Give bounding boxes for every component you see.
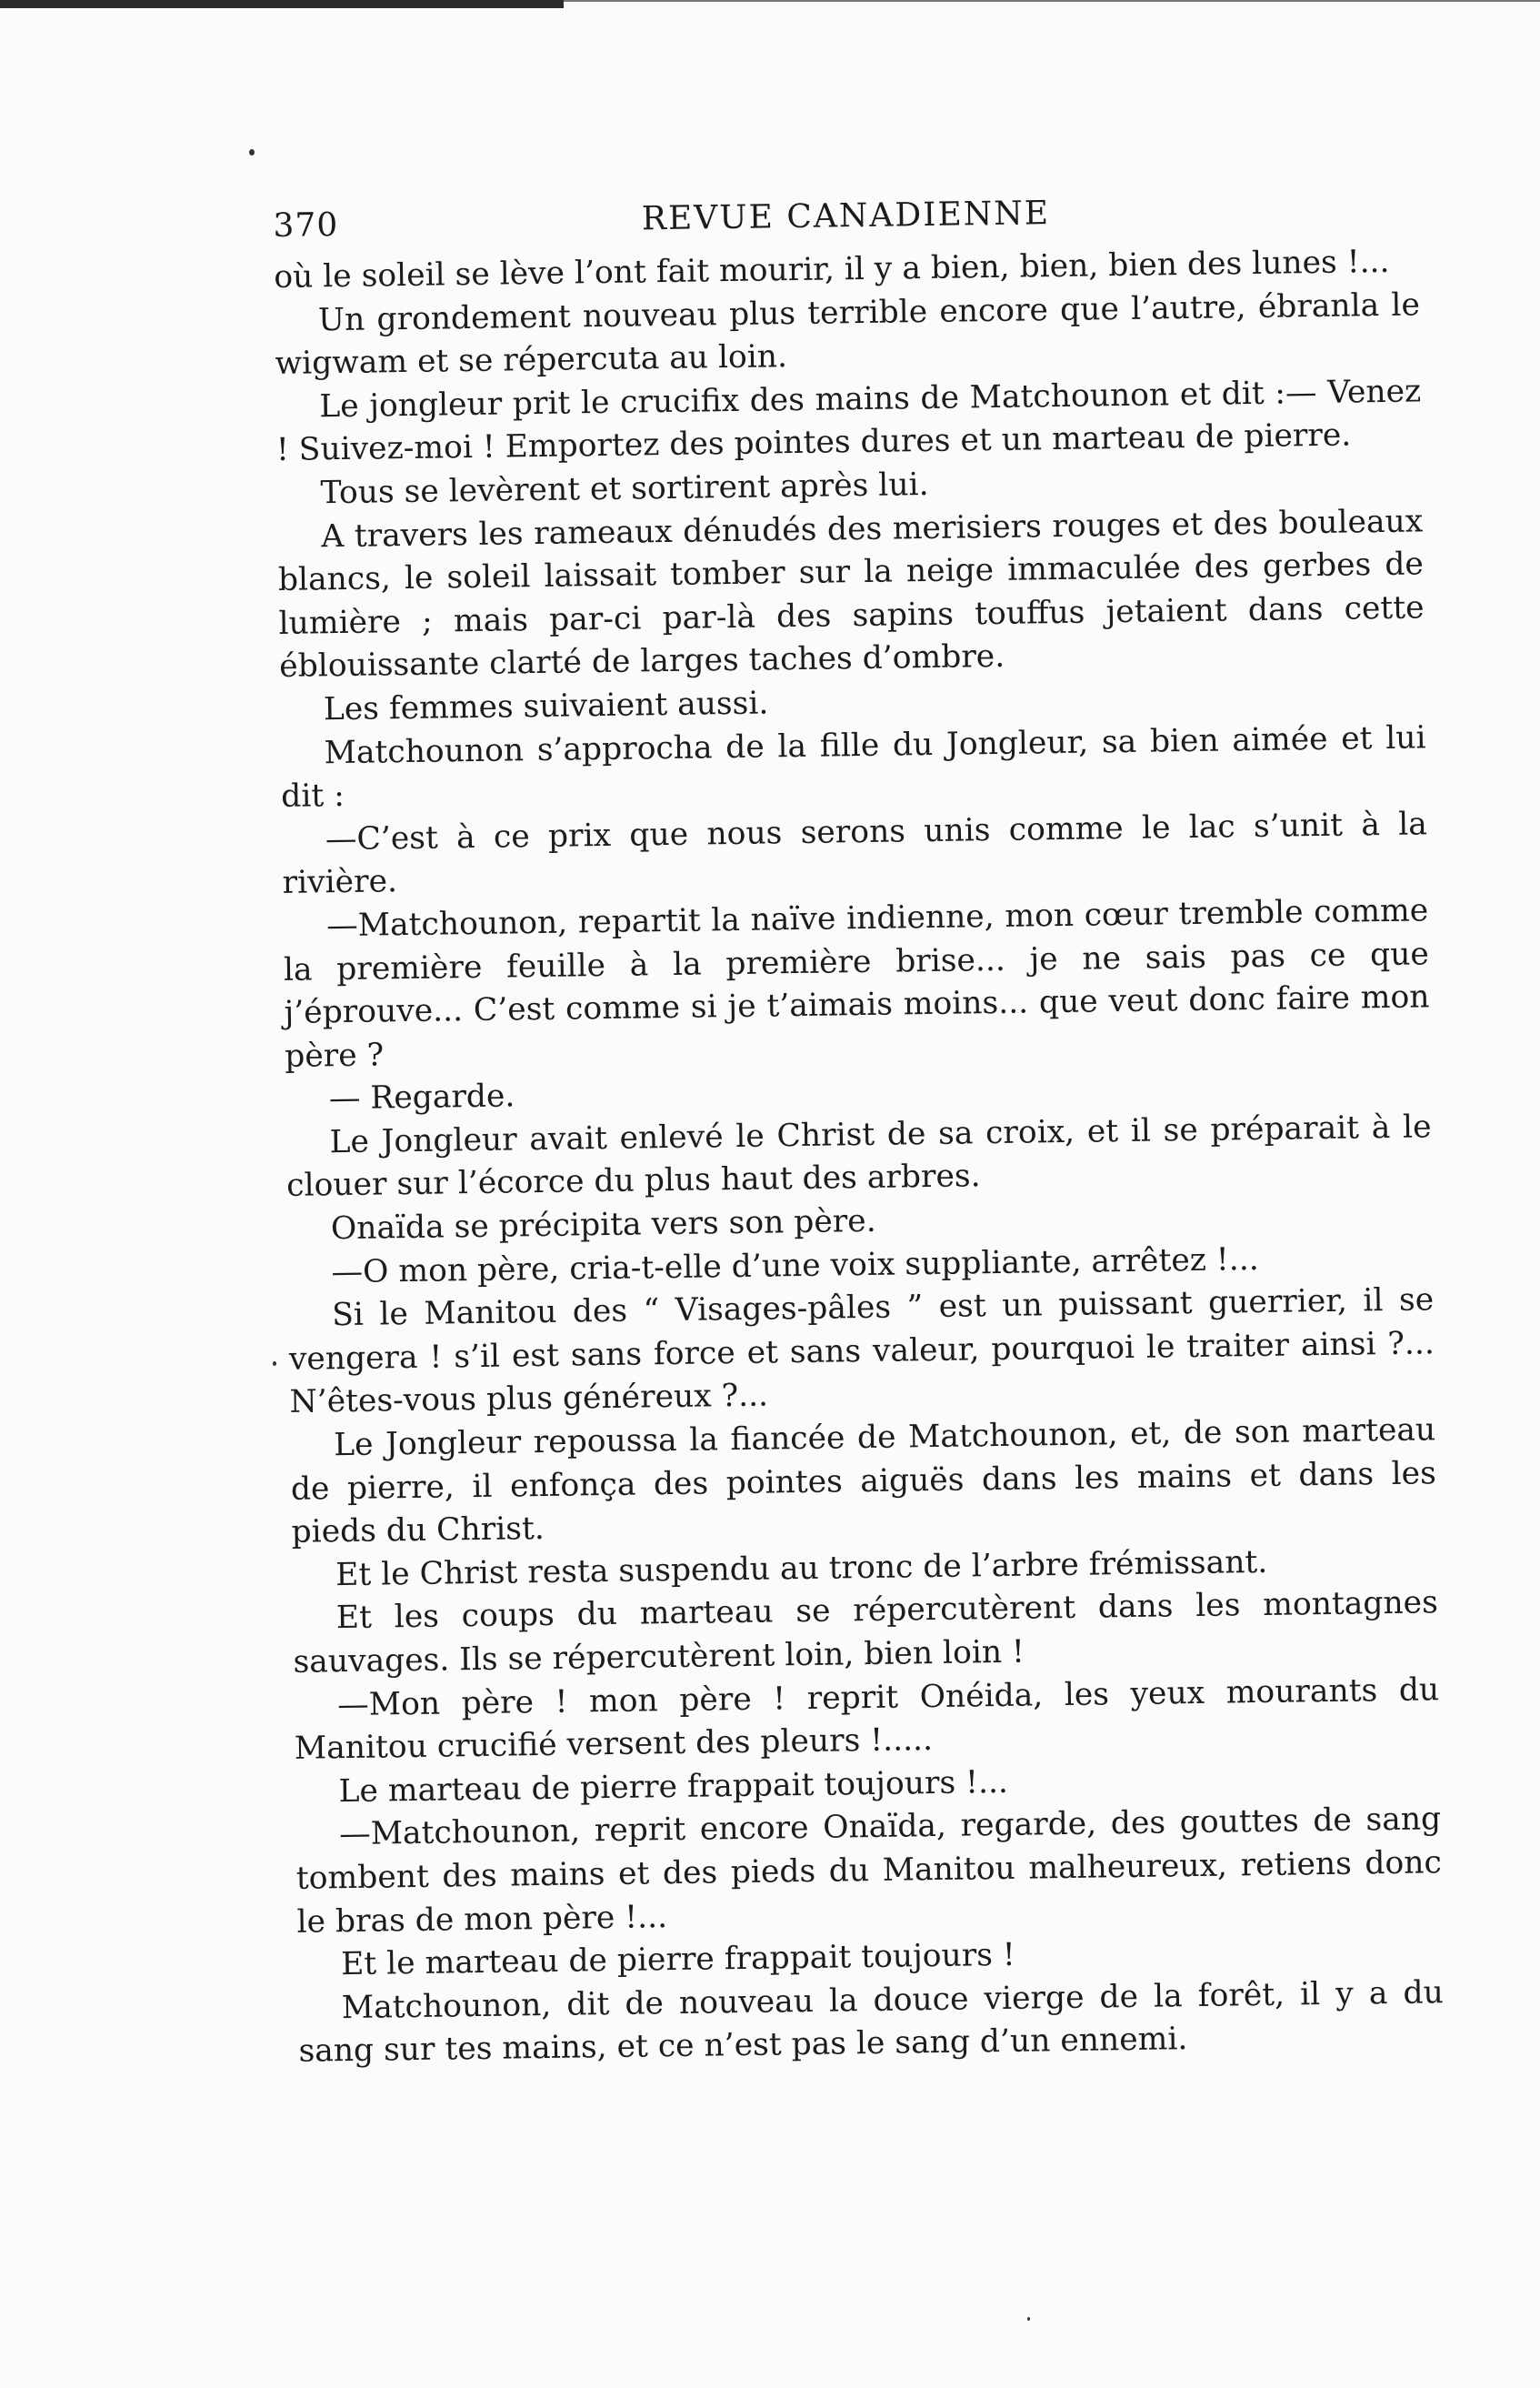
paragraph: —O mon père, cria-t-elle d’une voix suppliante, arrêtez !... — [331, 1240, 1259, 1290]
paragraph: Matchounon s’approcha de la fille du Jongleur, sa bien aimée et lui dit : — [280, 718, 1426, 816]
paragraph: Matchounon, dit de nouveau la douce vierge de la forêt, il y a du sang sur tes mains, et ce n’est pas le sang d’un ennemi. — [298, 1973, 1445, 2071]
paragraph: A travers les rameaux dénudés des merisiers rouges et des bouleaux blancs, le soleil laissait tomber sur la neige immaculée des gerbes de lumière ; mais par-ci par-là des sapins touffus jetaient dans cette éblouissante clarté de larges taches d’ombre. — [277, 502, 1425, 686]
scan-speck — [1027, 2317, 1030, 2321]
paragraph: Le Jongleur repoussa la fiancée de Matchounon, et, de son marteau de pierre, il enfonça des pointes aiguës dans les mains et dans les pieds du Christ. — [290, 1411, 1437, 1551]
paragraph: —Matchounon, reprit encore Onaïda, regarde, des gouttes de sang tombent des mains et des pieds du Manitou malheureux, retiens donc le bras de mon père !... — [295, 1801, 1443, 1941]
paragraph: Et le marteau de pierre frappait toujours ! — [340, 1936, 1016, 1983]
running-title: REVUE CANADIENNE — [641, 195, 1051, 238]
page-number: 370 — [273, 206, 339, 245]
paragraph: Les femmes suivaient aussi. — [323, 685, 769, 728]
paragraph: Le Jongleur avait enlevé le Christ de sa croix, et il se préparait à le clouer sur l’écorce du plus haut des arbres. — [285, 1109, 1432, 1205]
paragraph: —C’est à ce prix que nous serons unis comme le lac s’unit à la rivière. — [282, 806, 1428, 902]
paragraph: Le jongleur prit le crucifix des mains de Matchounon et dit :— Venez ! Suivez-moi ! Emportez des pointes dures et un marteau de pierre. — [275, 373, 1422, 469]
book-page — [273, 176, 1445, 2073]
scan-top-edge-line — [564, 0, 1540, 2]
paragraph: où le soleil se lève l’ont fait mourir, il y a bien, bien, bien des lunes !... — [274, 243, 1390, 296]
body-text — [274, 240, 1445, 2073]
scan-top-edge-dark — [0, 0, 564, 8]
paragraph: Le marteau de pierre frappait toujours !... — [338, 1763, 1009, 1810]
paragraph: Si le Manitou des “ Visages-pâles ” est un puissant guerrier, il se vengera ! s’il est sans force et sans valeur, pourquoi le traiter ainsi ?... N’êtes-vous plus généreux ?... — [288, 1281, 1435, 1421]
scan-speck — [273, 1361, 276, 1366]
paragraph: Tous se levèrent et sortirent après lui. — [320, 466, 929, 512]
paragraph: Un grondement nouveau plus terrible encore que l’autre, ébranla le wigwam et se répercuta au loin. — [275, 286, 1421, 383]
page-header — [273, 176, 1419, 251]
paragraph: Onaïda se précipita vers son père. — [330, 1202, 876, 1248]
paragraph: — Regarde. — [328, 1078, 515, 1118]
paragraph: —Matchounon, repartit la naïve indienne, mon cœur tremble comme la première feuille à la première brise... je ne sais pas ce que j’éprouve... C’est comme si je t’aimais moins... que veut donc faire mon père ? — [283, 892, 1430, 1075]
paragraph: —Mon père ! mon père ! reprit Onéida, les yeux mourants du Manitou crucifié versent des pleurs !..... — [294, 1671, 1440, 1768]
paragraph: Et les coups du marteau se répercutèrent dans les montagnes sauvages. Ils se répercutèrent loin, bien loin ! — [293, 1584, 1439, 1681]
scan-speck — [249, 149, 255, 156]
paragraph: Et le Christ resta suspendu au tronc de l’arbre frémissant. — [335, 1543, 1268, 1593]
